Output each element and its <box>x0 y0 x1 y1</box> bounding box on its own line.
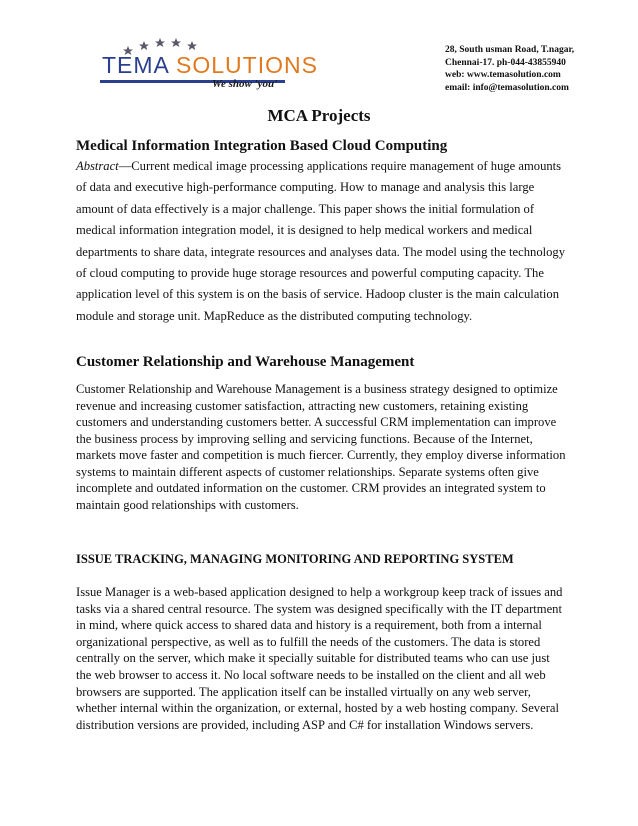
logo-word-tema: TEMA <box>102 52 169 78</box>
logo-wordmark <box>102 52 318 79</box>
address-line-web: web: www.temasolution.com <box>445 70 561 80</box>
section-heading-issue-tracking: ISSUE TRACKING, MANAGING MONITORING AND REPORTING SYSTEM <box>76 552 514 566</box>
text-line: Customer Relationship and Warehouse Management is a business strategy designed to optimize <box>76 382 558 396</box>
section-heading-medical: Medical Information Integration Based Cloud Computing <box>76 138 448 154</box>
text-line: centrally on the server, which make it specially suitable for distributed teams who can use just <box>76 651 550 666</box>
address-line-email: email: info@temasolution.com <box>445 82 569 93</box>
text-line: the business process by improving selling and servicing functions. Because of the Internet, <box>76 431 533 446</box>
text-line: the web browser to access it. No local software needs to be installed on the client and all web <box>76 667 546 682</box>
text-line: tasks via a shared central resource. The system was designed specifically with the IT department <box>76 601 562 616</box>
address-line-street: 28, South usman Road, T.nagar, <box>445 45 575 55</box>
text-line: departments to share data, integrate resources and analyses data. The model using the technology <box>76 244 566 259</box>
section-body-issue-tracking <box>76 584 570 733</box>
text-line: of data and executive high-performance computing. How to manage and analysis this large <box>76 180 535 195</box>
section-heading-crm: Customer Relationship and Warehouse Management <box>76 354 415 370</box>
text-line: Issue Manager is a web-based application designed to help a workgroup keep track of issues and <box>76 585 563 599</box>
text-line: medical information integration model, it is designed to help medical workers and medical <box>76 223 533 238</box>
text-line: browsers are supported. The application itself can be installed virtually on any web server, <box>76 684 531 699</box>
address-line-city-phone: Chennai-17. ph-044-43855940 <box>445 57 566 68</box>
text-line: maintain good relationships with customers. <box>76 497 299 512</box>
page-title: MCA Projects <box>267 106 371 125</box>
company-logo <box>100 36 318 96</box>
text-line: systems to maintain different aspects of customer relationships. Separate systems often give <box>76 464 539 479</box>
text-line: incomplete and outdated information on the customer. CRM provides an integrated system to <box>76 481 546 495</box>
text-line: customers and understanding customers better. A successful CRM implementation can improve <box>76 415 557 429</box>
text-line: of cloud computing to provide huge storage resources and powerful computing capacity. The <box>76 266 544 281</box>
text-line: module and storage unit. MapReduce as the distributed computing technology. <box>76 308 473 323</box>
text-line: Abstract—Current medical image processing applications require management of huge amounts <box>76 159 562 173</box>
logo-word-solutions: SOLUTIONS <box>176 52 318 78</box>
section-body-medical <box>76 156 570 327</box>
abstract-label: Abstract <box>76 159 119 173</box>
text-line: revenue and increasing customer satisfaction, attracting new customers, retaining existing <box>76 398 529 413</box>
text-line: markets move faster and competition is much fiercer. Currently, they employ diverse information <box>76 448 566 462</box>
section-body-crm <box>76 381 570 513</box>
text-line: amount of data effectively is a major challenge. This paper shows the initial formulation of <box>76 201 535 216</box>
text-line: in mind, where quick access to shared data and history is a requirement, both from a internal <box>76 618 542 633</box>
text-line: organizational perspective, as well as to fulfill the needs of the customers. The data is stored <box>76 634 541 649</box>
company-address <box>445 44 574 94</box>
text-line: distribution versions are provided, including ASP and C# for installation Windows servers. <box>76 717 534 732</box>
logo-tagline: We show 'you' <box>212 78 278 90</box>
text-line: application level of this system is on the basis of service. Hadoop cluster is the main calculation <box>76 287 559 302</box>
text-line: whether internal within the organization, or external, hosted by a web hosting company. Several <box>76 701 559 716</box>
